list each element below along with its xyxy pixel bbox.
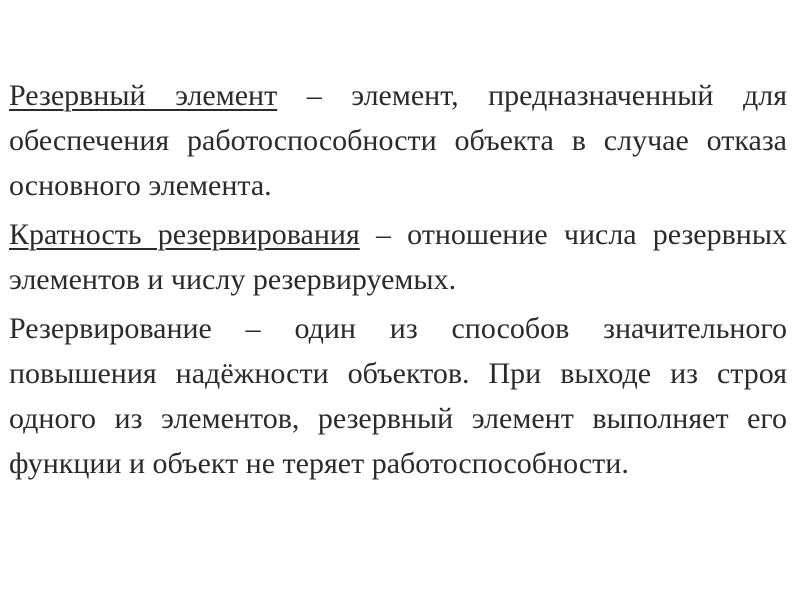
paragraph-redundancy	[9, 306, 787, 486]
term-reserve-element: Резервный элемент	[9, 79, 278, 112]
definition-redundancy-ratio	[9, 212, 787, 302]
slide-body	[9, 73, 787, 490]
paragraph-redundancy-text: Резервирование – один из способов значительного повышения надёжности объектов. При выходе из строя одного из элементов, резервный элемент выполняет его функции и объект не теряет работоспособности.	[9, 312, 787, 480]
definition-reserve-element	[9, 73, 787, 208]
definition-reserve-element-text: – элемент, предназначенный для обеспечения работоспособности объекта в случае отказа основного элемента.	[9, 79, 788, 202]
term-redundancy-ratio: Кратность резервирования	[9, 218, 360, 251]
definition-redundancy-ratio-text: – отношение числа резервных элементов и числу резервируемых.	[9, 218, 787, 296]
